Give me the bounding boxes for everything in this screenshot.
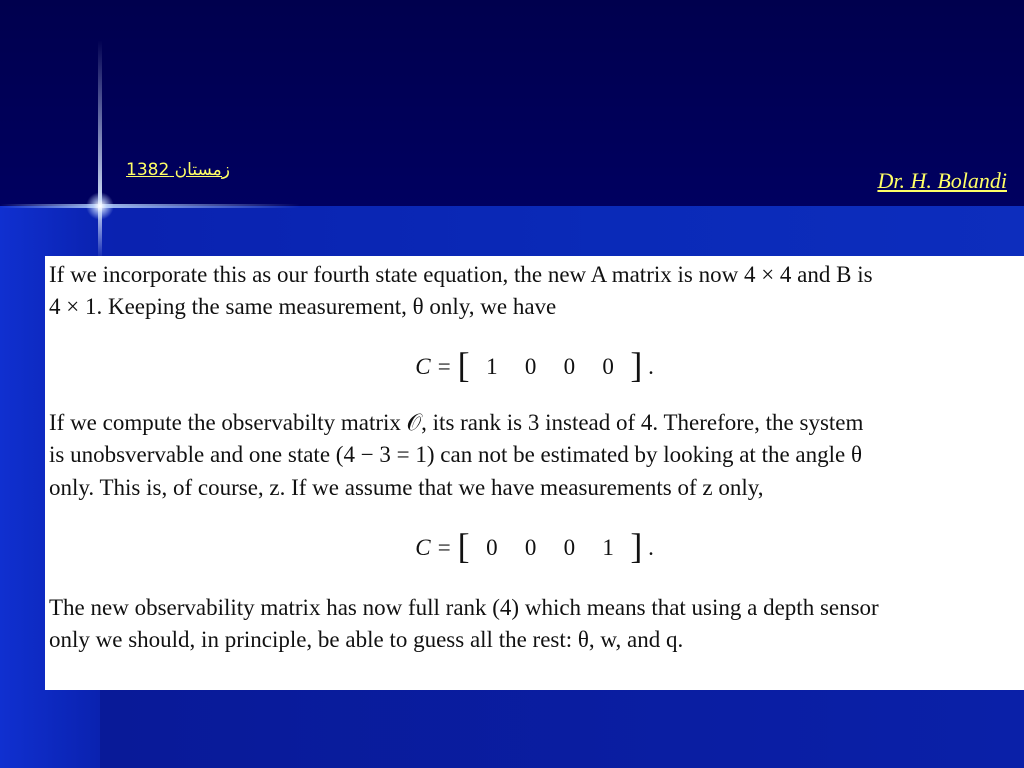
paragraph-2-line-1: If we compute the observabilty matrix 𝒪, its rank is 3 instead of 4. Therefore, the system <box>49 410 864 435</box>
equation-2-left-bracket: [ <box>457 526 470 566</box>
equation-2-lhs: C = <box>415 535 452 560</box>
lens-flare-vertical <box>98 40 102 260</box>
matrix-entry: 1 <box>602 535 614 560</box>
equation-2 <box>45 526 1024 566</box>
matrix-entry: 0 <box>524 535 537 560</box>
matrix-entry: 0 <box>486 535 498 560</box>
content-panel <box>45 256 1024 690</box>
equation-1 <box>45 345 1024 385</box>
bottom-band <box>100 690 1024 768</box>
lens-flare-core <box>86 192 114 220</box>
equation-1-period: . <box>648 354 654 379</box>
equation-1-right-bracket: ] <box>630 345 643 385</box>
matrix-entry: 0 <box>563 354 576 379</box>
matrix-entry: 0 <box>563 535 576 560</box>
matrix-entry: 0 <box>602 354 614 379</box>
date-label[interactable]: زمستان 1382 <box>126 160 230 180</box>
matrix-entry: 0 <box>524 354 537 379</box>
matrix-entry: 1 <box>486 354 498 379</box>
author-name[interactable]: Dr. H. Bolandi <box>877 168 1007 193</box>
paragraph-1-line-1: If we incorporate this as our fourth state equation, the new A matrix is now 4 × 4 and B is <box>49 262 873 287</box>
equation-1-lhs: C = <box>415 354 452 379</box>
equation-2-matrix <box>475 535 630 560</box>
paragraph-3-line-2: only we should, in principle, be able to guess all the rest: θ, w, and q. <box>49 627 684 652</box>
equation-1-matrix <box>475 354 630 379</box>
paragraph-2-line-3: only. This is, of course, z. If we assume that we have measurements of z only, <box>49 475 764 500</box>
equation-2-right-bracket: ] <box>630 526 643 566</box>
paragraph-3-line-1: The new observability matrix has now full rank (4) which means that using a depth sensor <box>49 595 879 620</box>
lens-flare-horizontal <box>0 204 300 208</box>
equation-1-left-bracket: [ <box>457 345 470 385</box>
paragraph-1-line-2: 4 × 1. Keeping the same measurement, θ only, we have <box>49 294 557 319</box>
paragraph-2-line-2: is unobsvervable and one state (4 − 3 = 1) can not be estimated by looking at the angle θ <box>49 442 862 467</box>
equation-2-period: . <box>648 535 654 560</box>
